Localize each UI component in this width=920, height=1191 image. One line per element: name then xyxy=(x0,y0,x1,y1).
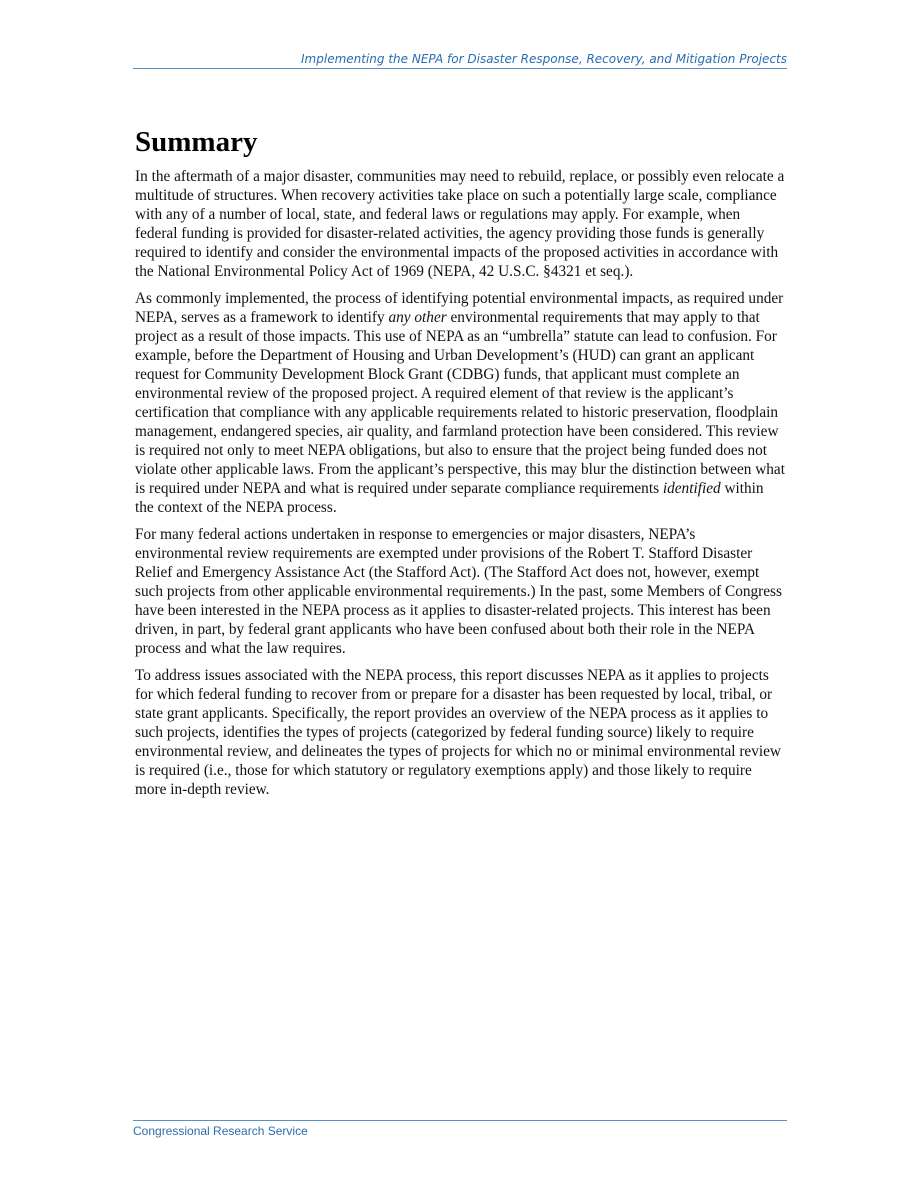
section-title: Summary xyxy=(135,126,258,158)
emphasis-identified: identified xyxy=(662,480,721,497)
paragraph-3: For many federal actions undertaken in response to emergencies or major disasters, NEPA’s environmental review requirements are exempted under provisions of the Robert T. Stafford Disaster Relief and Emergency Assistance Act (the Stafford Act). (The Stafford Act does not, however, exempt such projects from other applicable environmental requirements.) In the past, some Members of Congress have been interested in the NEPA process as it applies to disaster-related projects. This interest has been driven, in part, by federal grant applicants who have been confused about both their role in the NEPA process and what the law requires. xyxy=(135,526,782,657)
running-header: Implementing the NEPA for Disaster Response, Recovery, and Mitigation Projects xyxy=(133,52,787,69)
paragraph-4: To address issues associated with the NEPA process, this report discusses NEPA as it applies to projects for which federal funding to recover from or prepare for a disaster has been requested by local, tribal, or state grant applicants. Specifically, the report provides an overview of the NEPA process as it applies to such projects, identifies the types of projects (categorized by federal funding source) likely to require environmental review, and delineates the types of projects for which no or minimal environmental review is required (i.e., those for which statutory or regulatory exemptions apply) and those likely to require more in-depth review. xyxy=(135,667,781,798)
paragraph-2-text-b: environmental requirements that may apply to that project as a result of those impacts. This use of NEPA as an “umbrella” statute can lead to confusion. For example, before the Department of Housing and Urban Development’s (HUD) can grant an applicant request for Community Development Block Grant (CDBG) funds, that applicant must complete an environmental review of the proposed project. A required element of that review is the applicant’s certification that compliance with any applicable requirements related to historic preservation, floodplain management, endangered species, air quality, and farmland protection have been considered. This review is required not only to meet NEPA obligations, but also to ensure that the project being funded does not violate other applicable laws. From the applicant’s perspective, this may blur the distinction between what is required under NEPA and what is required under separate compliance requirements xyxy=(135,309,785,497)
paragraph-1: In the aftermath of a major disaster, communities may need to rebuild, replace, or possibly even relocate a multitude of structures. When recovery activities take place on such a potentially large scale, compliance with any of a number of local, state, and federal laws or regulations may apply. For example, when federal funding is provided for disaster-related activities, the agency providing those funds is generally required to identify and consider the environmental impacts of the proposed activities in accordance with the National Environmental Policy Act of 1969 (NEPA, 42 U.S.C. §4321 et seq.). xyxy=(135,168,785,280)
paragraph-2-text-c: within the context of the NEPA process. xyxy=(135,480,764,516)
paragraph-2-text-a: As commonly implemented, the process of identifying potential environmental impacts, as required under NEPA, serves as a framework to identify xyxy=(135,290,784,326)
summary-section xyxy=(135,125,785,807)
footer-organization: Congressional Research Service xyxy=(133,1124,308,1138)
emphasis-any-other: any other xyxy=(388,309,447,326)
paragraph-2 xyxy=(135,289,785,517)
page-footer xyxy=(133,1120,787,1138)
